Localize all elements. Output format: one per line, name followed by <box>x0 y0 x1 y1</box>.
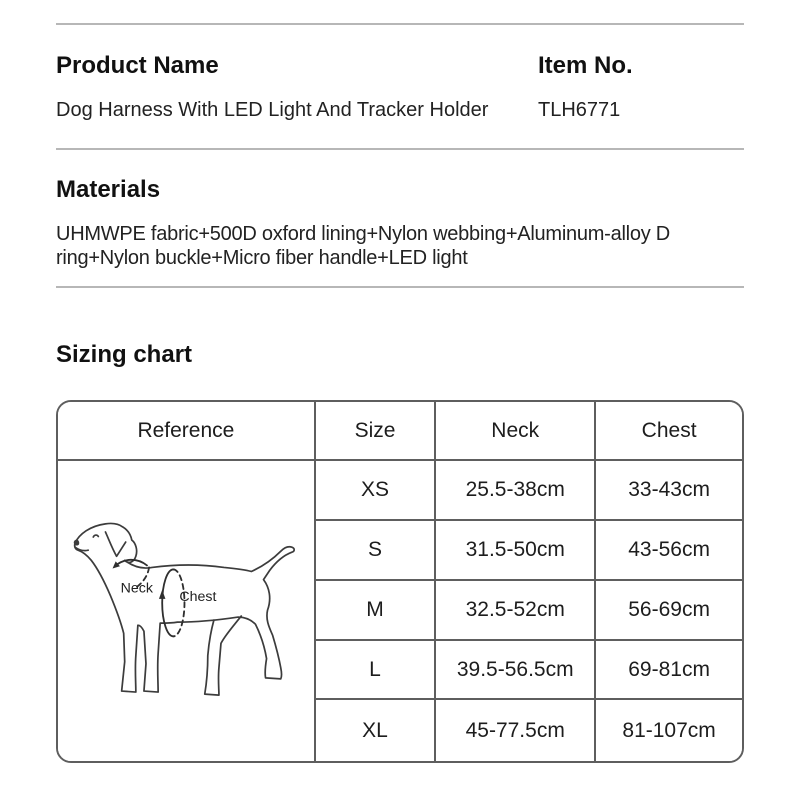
size-cell-xl: XL <box>314 698 434 761</box>
product-name-block <box>56 52 538 122</box>
chest-cell-l: 69-81cm <box>594 639 742 698</box>
col-header-chest: Chest <box>594 402 742 459</box>
size-cell-xs: XS <box>314 459 434 519</box>
size-cell-s: S <box>314 519 434 579</box>
chest-cell-m: 56-69cm <box>594 579 742 639</box>
sizing-chart-heading: Sizing chart <box>56 341 193 368</box>
neck-diagram-label: Neck <box>120 580 153 597</box>
product-name-heading: Product Name <box>56 52 219 79</box>
sizing-section <box>56 288 744 763</box>
neck-cell-m: 32.5-52cm <box>434 579 594 639</box>
sizing-table <box>56 400 744 763</box>
product-header-section <box>56 25 744 148</box>
materials-heading: Materials <box>56 176 161 203</box>
chest-cell-s: 43-56cm <box>594 519 742 579</box>
neck-cell-xs: 25.5-38cm <box>434 459 594 519</box>
col-header-neck: Neck <box>434 402 594 459</box>
col-header-reference: Reference <box>58 402 314 459</box>
dog-measurement-diagram-cell <box>58 459 314 761</box>
item-no-heading: Item No. <box>538 52 633 79</box>
dog-diagram-icon <box>72 520 300 702</box>
neck-cell-xl: 45-77.5cm <box>434 698 594 761</box>
product-name-value: Dog Harness With LED Light And Tracker Holder <box>56 99 489 121</box>
item-no-block <box>538 52 744 122</box>
chest-cell-xs: 33-43cm <box>594 459 742 519</box>
size-cell-m: M <box>314 579 434 639</box>
item-no-value: TLH6771 <box>538 99 621 121</box>
materials-description: UHMWPE fabric+500D oxford lining+Nylon webbing+Aluminum-alloy D ring+Nylon buckle+Micro fiber handle+LED light <box>56 223 670 269</box>
chest-diagram-label: Chest <box>179 588 217 605</box>
materials-section <box>56 150 744 286</box>
neck-cell-s: 31.5-50cm <box>434 519 594 579</box>
chest-cell-xl: 81-107cm <box>594 698 742 761</box>
sizing-table-grid <box>58 402 742 761</box>
neck-cell-l: 39.5-56.5cm <box>434 639 594 698</box>
dog-hind-leg <box>205 616 241 695</box>
size-cell-l: L <box>314 639 434 698</box>
col-header-size: Size <box>314 402 434 459</box>
